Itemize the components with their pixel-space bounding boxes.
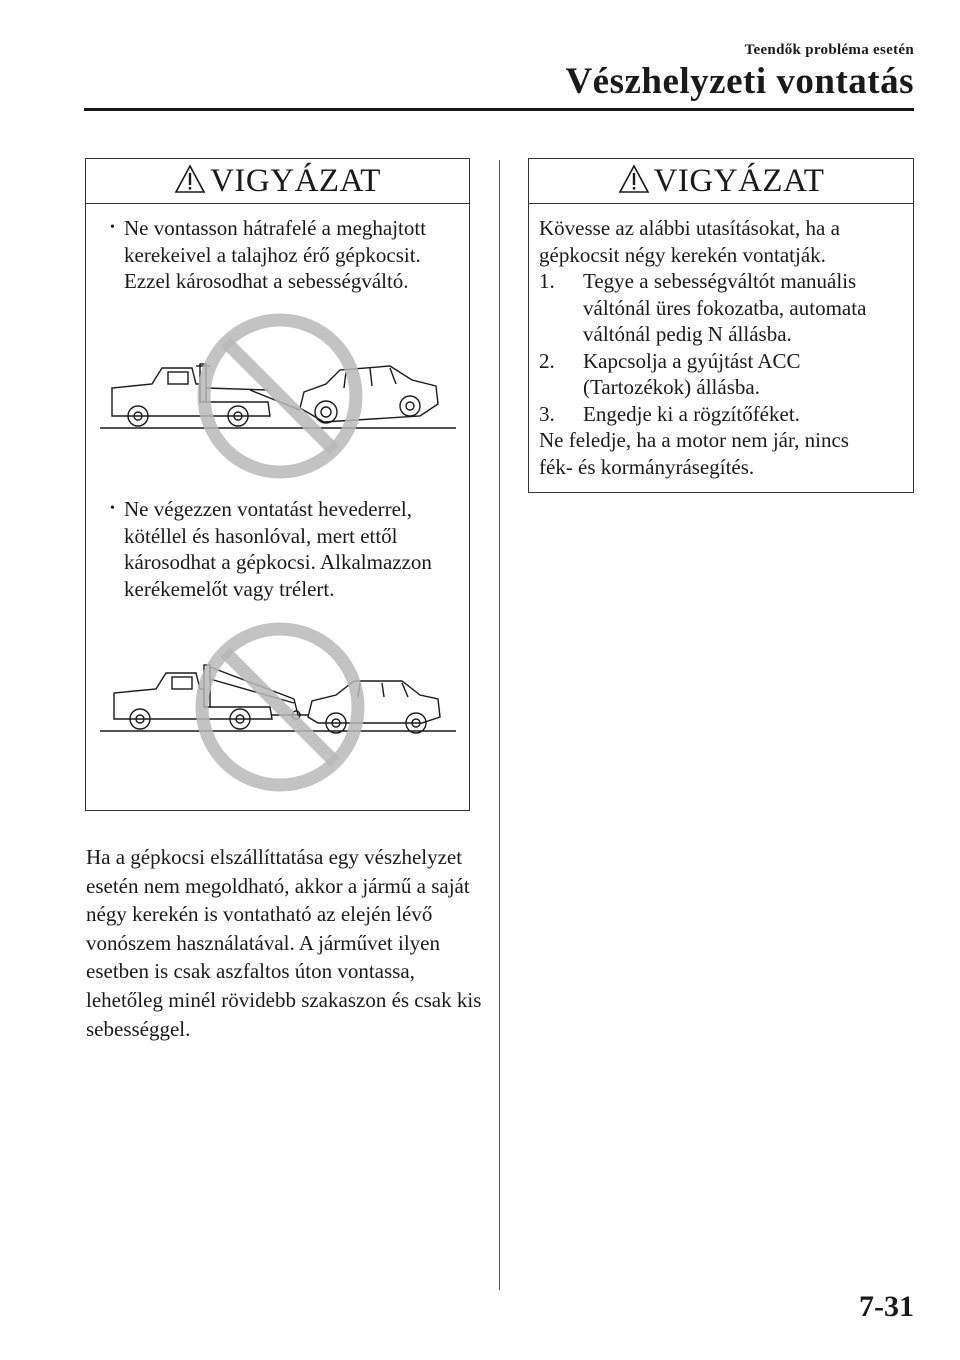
list-item: 1. Tegye a sebességváltót manuális váltónál üres fokozatba, automata váltónál pedig N állásba.: [539, 269, 867, 346]
running-header-section: Teendők probléma esetén: [744, 42, 914, 58]
page-number: 7-31: [859, 1290, 914, 1323]
caution-outro: Ne feledje, ha a motor nem jár, nincs fék- és kormányrásegítés.: [539, 428, 849, 479]
caution-header: [529, 159, 913, 204]
warning-triangle-icon: [174, 164, 206, 194]
body-paragraph: Ha a gépkocsi elszállíttatása egy vészhelyzet esetén nem megoldható, akkor a jármű a saját négy kerekén is vontatható az elején lévő vonószem használatával. A járművet ilyen esetben is csak aszfaltos úton vontassa, lehetőleg minél rövidebb szakaszon és csak kis sebességgel.: [86, 845, 482, 1041]
list-item: 3. Engedje ki a rögzítőféket.: [539, 401, 800, 426]
caution-steps: [539, 268, 879, 427]
caution-bullet-2: • Ne végezzen vontatást hevederrel, kötéllel és hasonlóval, mert ettől károsodhat a gépkocsi. Alkalmazzon kerékemelőt vagy trélert.: [108, 496, 448, 602]
caution-heading: VIGYÁZAT: [653, 162, 825, 199]
caution-bullet-1: • Ne vontasson hátrafelé a meghajtott kerekeivel a talajhoz érő gépkocsit. Ezzel károsodhat a sebességváltó.: [108, 215, 448, 295]
caution-box-left: [85, 158, 470, 811]
column-divider: [499, 160, 500, 1290]
warning-triangle-icon: [618, 164, 650, 194]
list-item: 2. Kapcsolja a gyújtást ACC (Tartozékok) állásba.: [539, 348, 801, 399]
header-rule: [84, 108, 914, 111]
caution-intro: Kövesse az alábbi utasításokat, ha a gépkocsit négy kerekén vontatják.: [539, 216, 840, 267]
car-icon: [300, 366, 438, 423]
caution-box-right: [528, 158, 914, 493]
prohibition-sign-icon: [204, 320, 356, 472]
caution-header: [86, 159, 469, 204]
illustration-wheel-lift-reverse: [100, 304, 456, 504]
caution-heading: VIGYÁZAT: [210, 162, 381, 199]
illustration-sling-towing: [100, 611, 456, 801]
car-icon: [308, 681, 440, 733]
page-title: Vészhelyzeti vontatás: [565, 61, 914, 102]
